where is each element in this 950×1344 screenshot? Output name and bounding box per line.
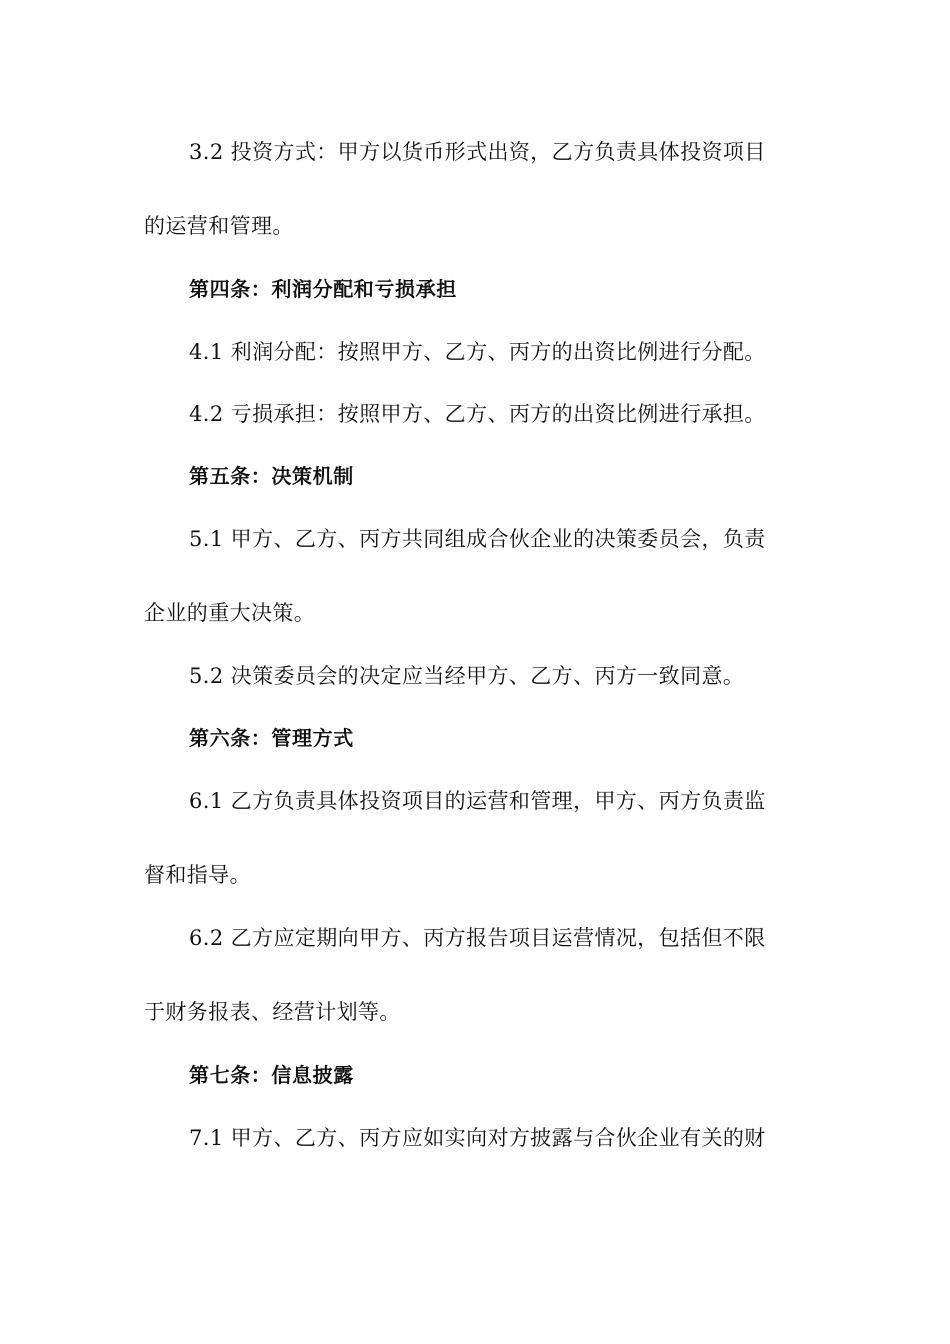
clause-3-2-line-2: 的运营和管理。 — [144, 214, 294, 238]
clause-7-1-line-1: 7.1 甲方、乙方、丙方应如实向对方披露与合伙企业有关的财 — [189, 1126, 766, 1150]
article-7-heading: 第七条：信息披露 — [189, 1063, 354, 1087]
clause-5-1-line-1: 5.1 甲方、乙方、丙方共同组成合伙企业的决策委员会，负责 — [189, 527, 766, 551]
article-6-heading: 第六条：管理方式 — [189, 726, 354, 750]
clause-5-2: 5.2 决策委员会的决定应当经甲方、乙方、丙方一致同意。 — [189, 664, 745, 688]
clause-6-2-line-1: 6.2 乙方应定期向甲方、丙方报告项目运营情况，包括但不限 — [189, 926, 766, 950]
clause-6-1-line-1: 6.1 乙方负责具体投资项目的运营和管理，甲方、丙方负责监 — [189, 789, 766, 813]
clause-4-2: 4.2 亏损承担：按照甲方、乙方、丙方的出资比例进行承担。 — [189, 402, 766, 426]
article-4-heading: 第四条：利润分配和亏损承担 — [189, 277, 457, 301]
clause-5-1-line-2: 企业的重大决策。 — [144, 601, 316, 625]
clause-4-1: 4.1 利润分配：按照甲方、乙方、丙方的出资比例进行分配。 — [189, 340, 766, 364]
clause-6-2-line-2: 于财务报表、经营计划等。 — [144, 1000, 401, 1024]
article-5-heading: 第五条：决策机制 — [189, 464, 354, 488]
clause-3-2-line-1: 3.2 投资方式：甲方以货币形式出资，乙方负责具体投资项目 — [189, 140, 766, 164]
clause-6-1-line-2: 督和指导。 — [144, 863, 251, 887]
